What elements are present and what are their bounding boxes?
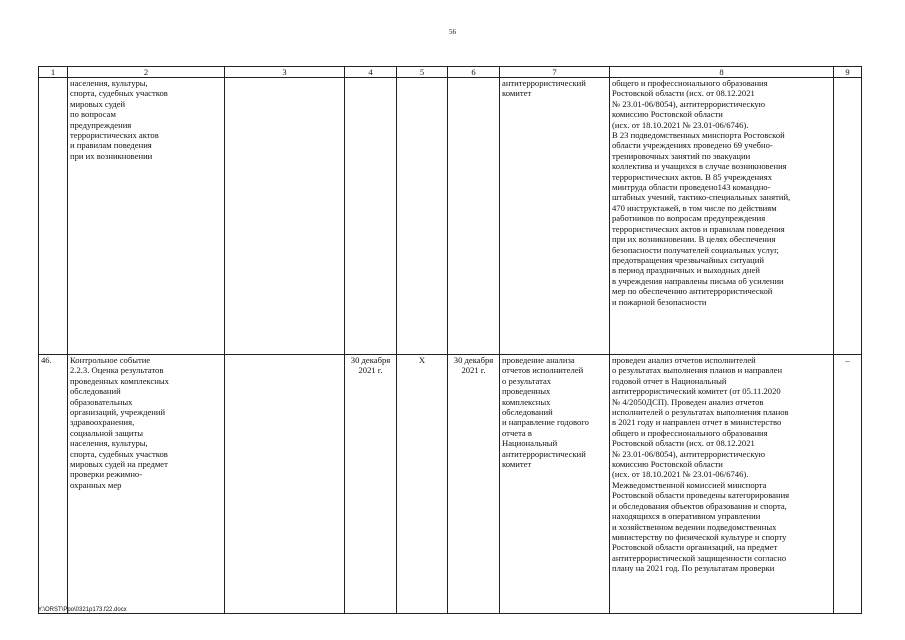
table-row-continuation bbox=[39, 78, 862, 355]
actual-date-cell: 30 декабря 2021 г. bbox=[448, 355, 500, 614]
column-header: 1 bbox=[39, 67, 68, 78]
column-header: 8 bbox=[610, 67, 834, 78]
responsible-cell bbox=[225, 78, 345, 355]
notes-cell: – bbox=[834, 355, 862, 614]
page-number: 56 bbox=[449, 28, 456, 36]
event-name-cell: Контрольное событие 2.2.3. Оценка результатов проведенных комплексных обследований образовательных организаций, учреждений здравоохранения, социальной защиты населения, культуры, спорта, судебных участков мировых судей на предмет проверки режимно- охранных мер bbox=[68, 355, 225, 614]
responsible-cell bbox=[225, 355, 345, 614]
actual-date-cell bbox=[448, 78, 500, 355]
column-header: 2 bbox=[68, 67, 225, 78]
row-number-cell bbox=[39, 78, 68, 355]
document-table bbox=[38, 66, 862, 614]
column-header: 9 bbox=[834, 67, 862, 78]
planned-date-cell bbox=[345, 78, 397, 355]
column-number-row bbox=[39, 67, 862, 78]
file-path-footer: Y:\ORST\Ppo\0321p173.f22.docx bbox=[38, 607, 127, 613]
event-name-cell: населения, культуры, спорта, судебных участков мировых судей по вопросам предупреждения террористических актов и правилам поведения при их возникновении bbox=[68, 78, 225, 355]
expected-result-cell: антитеррористический комитет bbox=[500, 78, 610, 355]
column-header: 4 bbox=[345, 67, 397, 78]
actual-result-cell: общего и профессионального образования Ростовской области (исх. от 08.12.2021 № 23.01-06/8054), антитеррористическую комиссию Ростовской области (исх. от 18.10.2021 № 23.01-06/6746). В 23 подведомственных минспорта Ростовской области учреждениях проведено 69 учебно- тренировочных занятий по эвакуации коллектива и учащихся в случае возникновения террористических актов. В 85 учреждениях минтруда области проведено143 командно- штабных учений, тактико-специальных занятий, 470 инструктажей, в том числе по действиям работников по вопросам предупреждения террористических актов и правилам поведения при их возникновении. В целях обеспечения безопасности получателей социальных услуг, предотвращения чрезвычайных ситуаций в период праздничных и выходных дней в учреждения направлены письма об усилении мер по обеспечению антитеррористической и пожарной безопасности bbox=[610, 78, 834, 355]
mark-cell bbox=[397, 78, 448, 355]
mark-cell: Х bbox=[397, 355, 448, 614]
planned-date-cell: 30 декабря 2021 г. bbox=[345, 355, 397, 614]
column-header: 6 bbox=[448, 67, 500, 78]
table-row-46 bbox=[39, 355, 862, 614]
column-header: 3 bbox=[225, 67, 345, 78]
notes-cell bbox=[834, 78, 862, 355]
row-number-cell: 46. bbox=[39, 355, 68, 614]
column-header: 7 bbox=[500, 67, 610, 78]
expected-result-cell: проведение анализа отчетов исполнителей о результатах проведенных комплексных обследований и направление годового отчета в Национальный антитеррористический комитет bbox=[500, 355, 610, 614]
column-header: 5 bbox=[397, 67, 448, 78]
actual-result-cell: проведен анализ отчетов исполнителей о результатах выполнения планов и направлен годовой отчет в Национальный антитеррористический комитет (от 05.11.2020 № 4/2050ДСП). Проведен анализ отчетов исполнителей о результатах выполнения планов в 2021 году и направлен отчет в министерство общего и профессионального образования Ростовской области (исх. от 08.12.2021 № 23.01-06/8054), антитеррористическую комиссию Ростовской области (исх. от 18.10.2021 № 23.01-06/6746). Межведомственной комиссией минспорта Ростовской области проведены категорирования и обследования объектов образования и спорта, находящихся в оперативном управлении и хозяйственном ведении подведомственных министерству по физической культуре и спорту Ростовской области организаций, на предмет антитеррористической защищенности согласно плану на 2021 год. По результатам проверки bbox=[610, 355, 834, 614]
